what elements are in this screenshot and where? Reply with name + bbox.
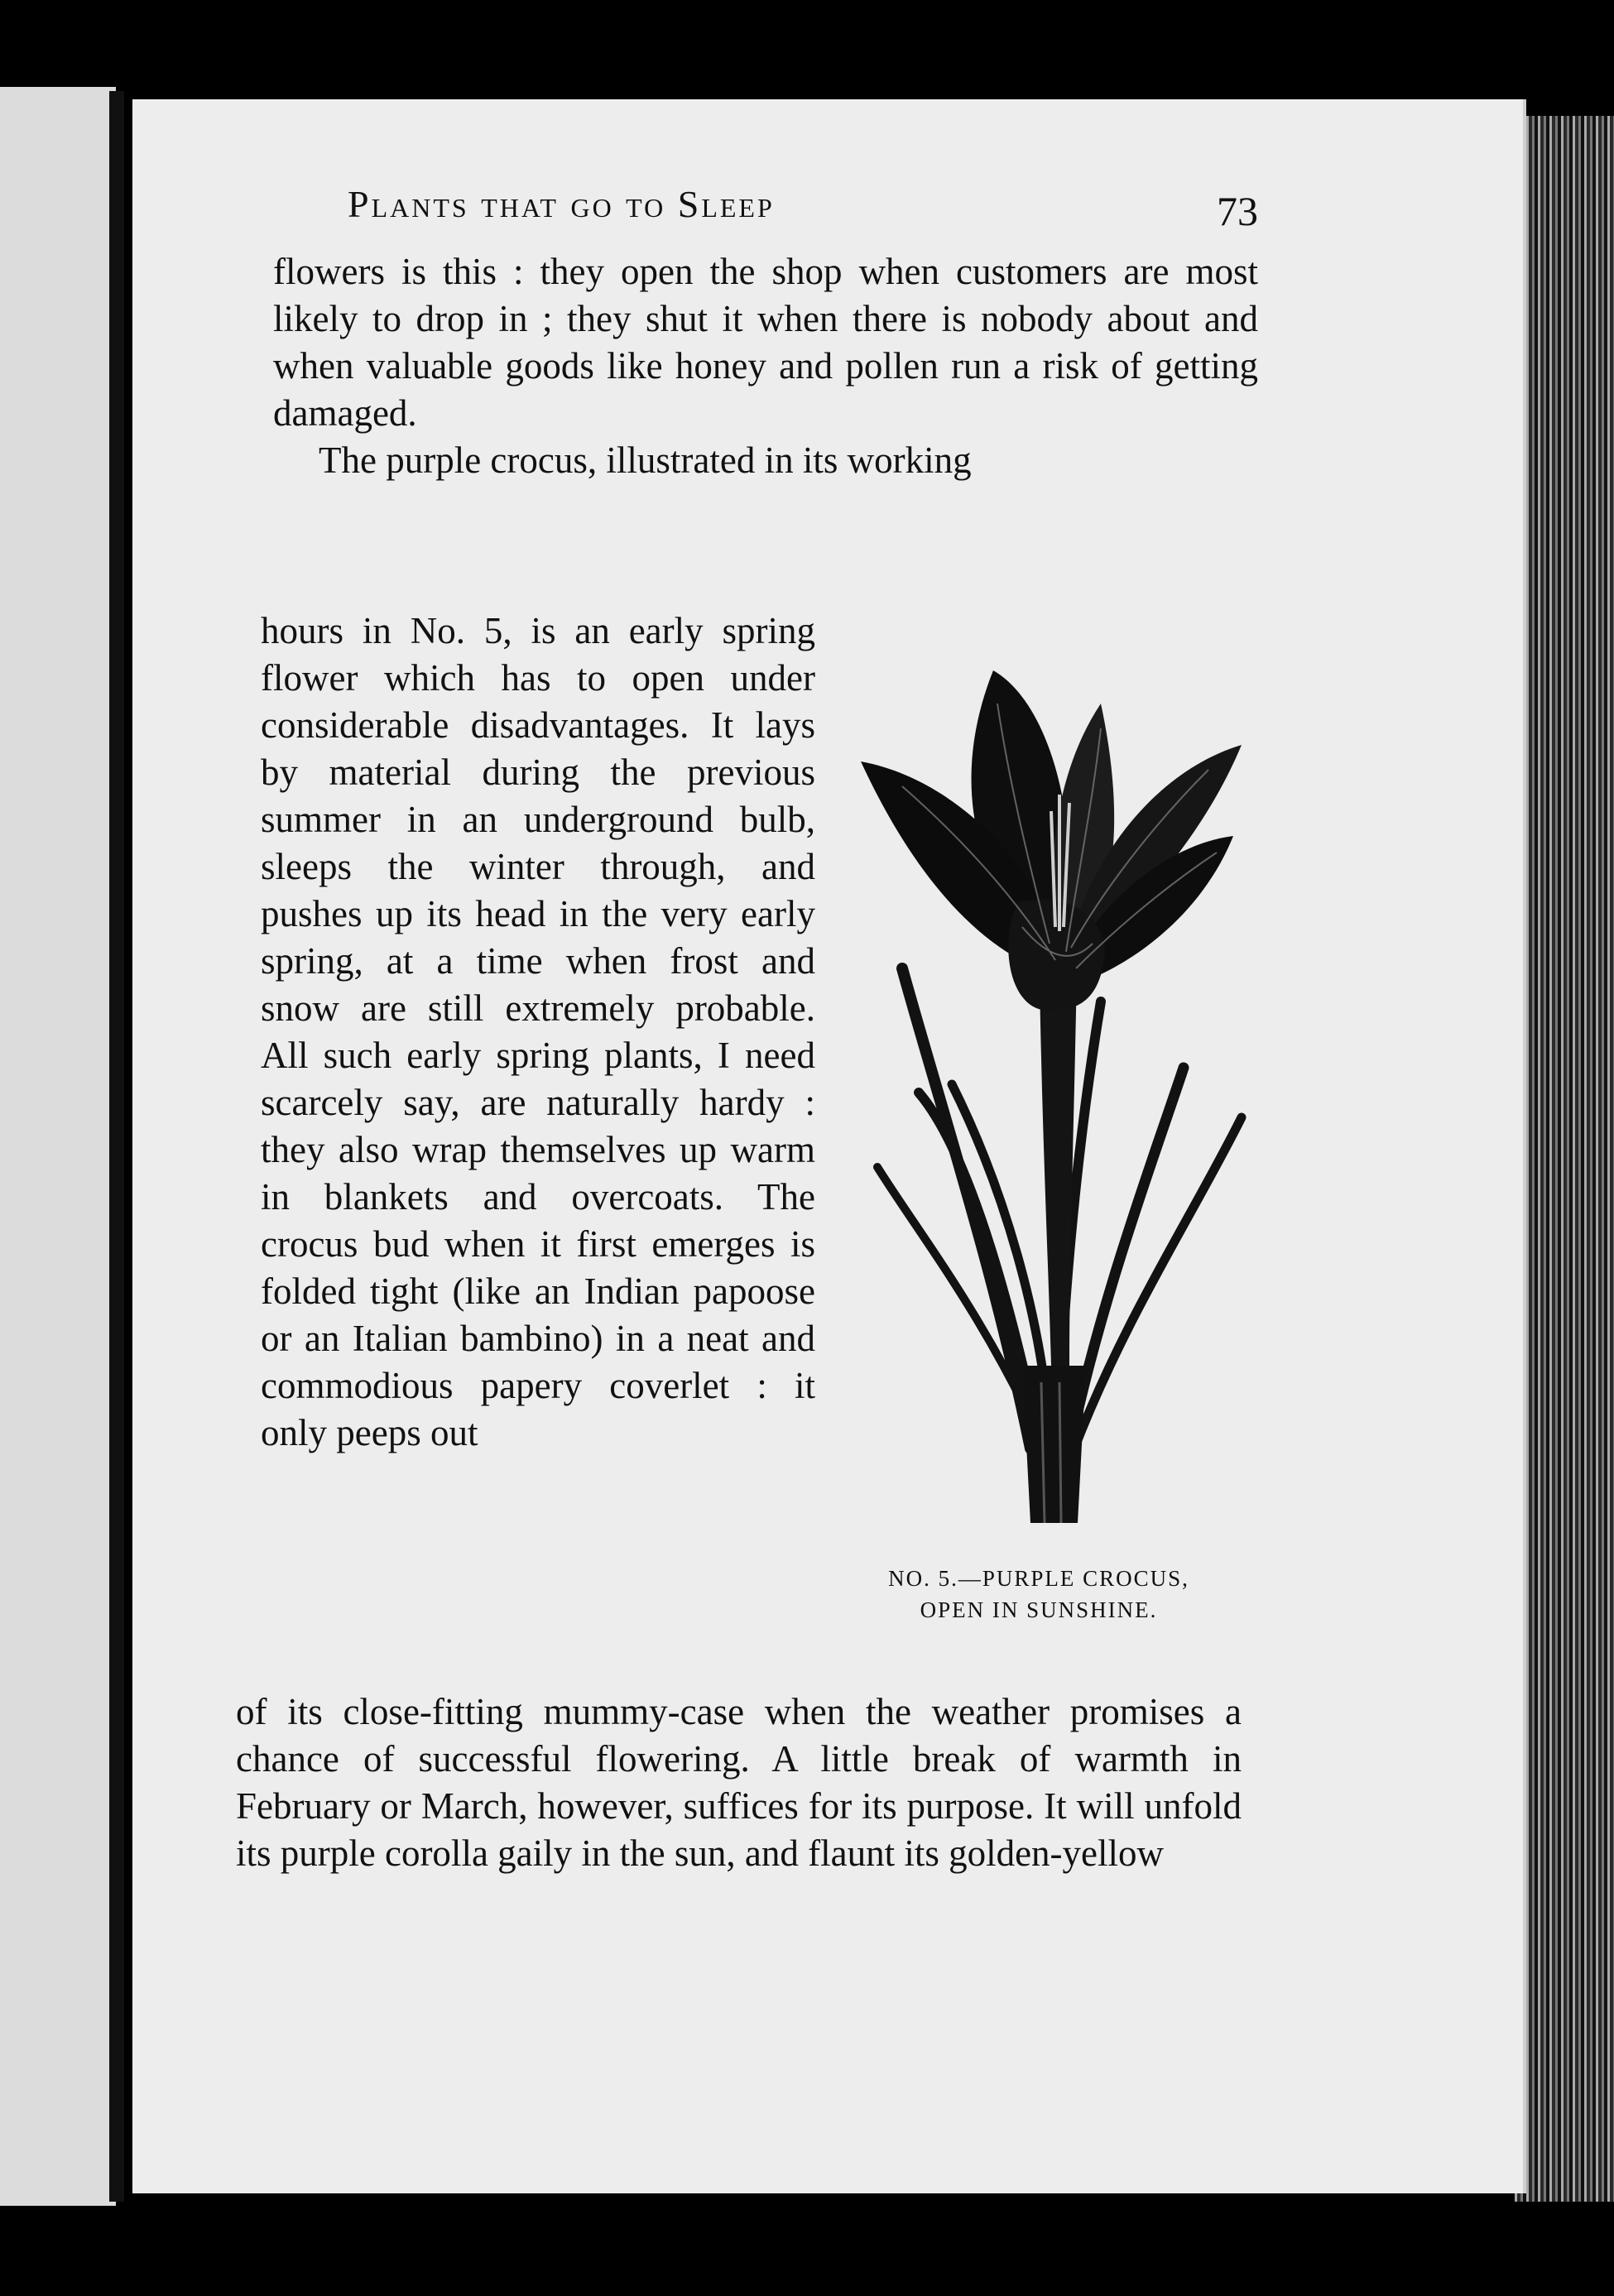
- paragraph-2-column: hours in No. 5, is an early spring flower which has to open under considerable disadvantages. It lays by material during the previous summer in an underground bulb, sleeps the winter through, and pushes up its head in the very early spring, at a time when frost and snow are still extremely probable. All such early spring plants, I need scarcely say, are naturally hardy : they also wrap themselves up warm in blankets and overcoats. The crocus bud when it first emerges is folded tight (like an Indian papoose or an Italian bambino) in a neat and commodious papery coverlet : it only peeps out: [261, 610, 815, 1453]
- figure-caption: [832, 1563, 1246, 1626]
- caption-line-1: NO. 5.—PURPLE CROCUS,: [888, 1566, 1189, 1591]
- page-stack-edges: [1515, 116, 1614, 2202]
- paragraph-1: flowers is this : they open the shop when customers are most likely to drop in ; they shut it when there is nobody about and when valuable goods like honey and pollen run a risk of getting damaged.: [273, 251, 1258, 434]
- caption-line-2: OPEN IN SUNSHINE.: [920, 1597, 1158, 1622]
- running-title: Plants that go to Sleep: [348, 183, 775, 225]
- crocus-illustration: [853, 654, 1250, 1548]
- paragraph-2-continuation: of its close-fitting mummy-case when the weather promises a chance of successful flowering. A little break of warmth in February or March, however, suffices for its purpose. It will unfold its purple corolla gaily in the sun, and flaunt its golden-yellow: [236, 1691, 1242, 1874]
- book-gutter: [109, 91, 124, 2202]
- facing-page-edge: [0, 87, 116, 2206]
- running-header: [348, 182, 1258, 240]
- paragraph-2-opening: The purple crocus, illustrated in its working: [319, 440, 972, 481]
- page-number: 73: [1217, 188, 1258, 234]
